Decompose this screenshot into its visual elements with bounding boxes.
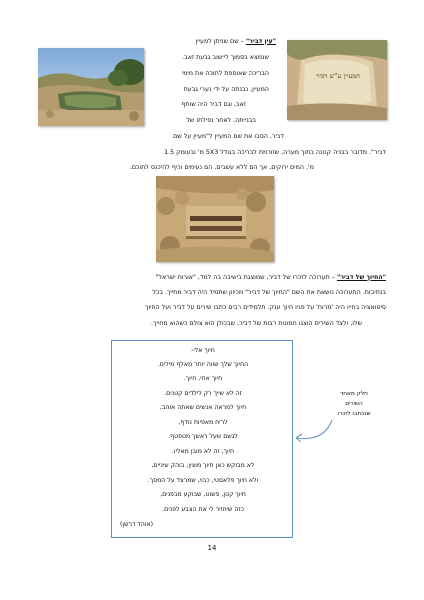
spring-paragraph-line: המעיין, נבנתה על ידי נערי גבעת [183, 86, 269, 93]
benches-photo [156, 176, 274, 262]
spring-title: "עין דביר" [245, 38, 276, 45]
spring-paragraph-line: "עין דביר" – שם שניתן למעיין [195, 38, 276, 45]
exhibition-paragraph-line: "החיוך של דביר" – תערוכה לזכרו של דביר, שמוצגת בישיבה בה למד, "אורות ישראל" [155, 274, 386, 281]
side-note-line: השירים [345, 401, 363, 407]
poem-line: חיוך, זה לא מובן מאליו. [171, 448, 235, 455]
poem-line: חיוך קטן, פשוט, שבוקע מבפנים, [160, 491, 246, 498]
poem-line: חיוך אלי- [191, 347, 215, 354]
exhibition-paragraph-line: סיטואציה בחייו היה 'מרוח' על פניו חיוך ענק. תלמידים רבים כתבו שירים על דביר ועל החיוך [144, 304, 386, 311]
poem-line: כזה שיחזיר לי את הצבע לפנים. [162, 506, 244, 513]
poem-author: (אוהד דרשן) [120, 521, 153, 528]
spring-paragraph-line: דביר". מדובר בבניה קטנה בתוך מערה, שזורמת לבריכה בגודל 5X3 מ' ובעומק 1.5 [164, 149, 386, 156]
spring-paragraph-line: מ'. המים ירוקים, אך הם ללא עשבים. הם נעימים וכיף להיכנס לתוכם. [129, 164, 314, 171]
poem-line: החיוך שלך שווה יותר מאלף מילים. [157, 361, 249, 368]
exhibition-paragraph-line: שלו, ולצד השירים הוצגו תמונות רבות של דביר, שבכולן הוא צולם כשהוא מחייך. [151, 320, 362, 327]
poem-line: לגשם שעל ראשך מטפטף. [168, 433, 238, 440]
spring-paragraph-line: בבנייתה. לאחר נפילתו של [186, 117, 256, 124]
spring-paragraph-line: שנמצא בסמוך ליישוב גבעת זאב. [182, 54, 269, 61]
poem-line: חיוך למראה אנשים שאתה אוהב, [159, 404, 247, 411]
spring-paragraph-line: זאב, וגם דביר היה שותף [181, 101, 246, 108]
side-note-line: שנכתבו לזכרו [337, 411, 371, 417]
poem-line: ולא חיוך פלאסטי, כבוי, שמרצד על המסך. [147, 477, 259, 484]
poem-line: לא מבוקש כאן חיוך מוצץ, בוהק שיניים, [151, 462, 255, 469]
side-note [318, 389, 390, 419]
pointer-arrow-icon [288, 418, 338, 448]
stone-sign-text: המעיין ע"ש דביר [316, 72, 360, 80]
spring-pool-photo [38, 48, 144, 126]
page-number: 14 [207, 544, 217, 552]
poem-line: חיוך אחי, חיוך. [183, 375, 223, 382]
poem-line: לריח מאפיות נודף, [178, 419, 228, 426]
exhibition-paragraph-line: בנתיבות. התערוכה נושאת את השם "החיוך של דביר" מכיוון שתמיד היה דביר מחייך. בכל [152, 289, 386, 296]
poem-box [111, 340, 293, 538]
memorial-stone-photo [287, 40, 387, 120]
spring-paragraph-line: הבריכה שאוספת לתוכה את מימי [181, 70, 269, 77]
spring-paragraph-line: דביר, הסבו את שם המעיין ל"מעיין על שם [173, 133, 284, 140]
poem-line: זה לא שייך רק לילדים קטנים. [164, 390, 242, 397]
side-note-line: חלק מאחד [340, 391, 368, 397]
exhibition-title: "החיוך של דביר" [336, 274, 386, 281]
